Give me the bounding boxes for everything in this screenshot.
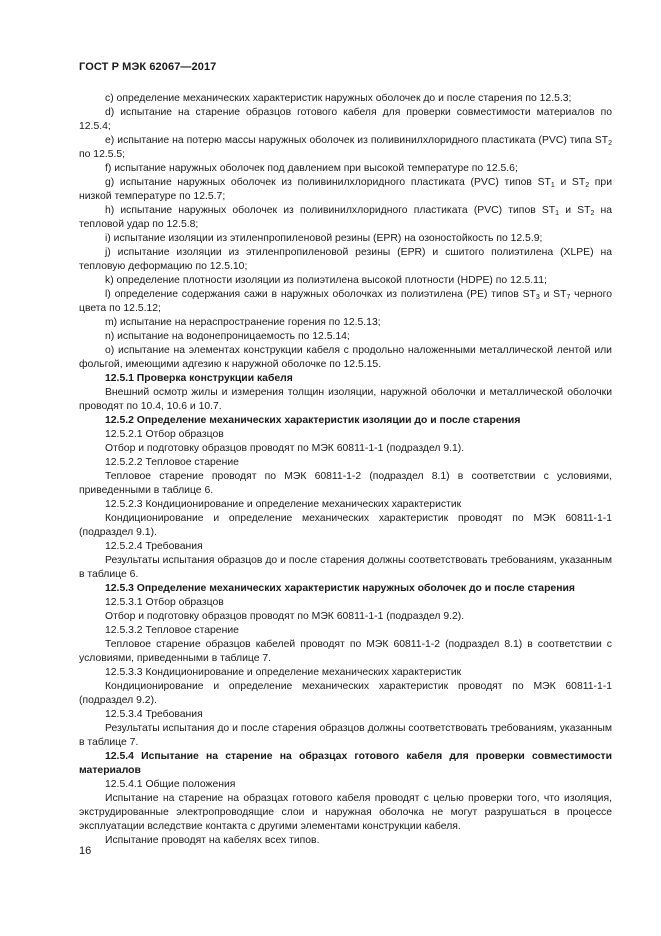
paragraph: Внешний осмотр жилы и измерения толщин изоляции, наружной оболочки и металлической оболочки проводят по 10.4, 10.6 и 10.7. xyxy=(79,387,612,412)
paragraph: Отбор и подготовку образцов проводят по МЭК 60811-1-1 (подраздел 9.1). xyxy=(105,443,465,454)
paragraph: 12.5.2.3 Кондиционирование и определение механических характеристик xyxy=(105,499,462,510)
paragraph: 12.5.3.2 Тепловое старение xyxy=(105,625,239,636)
page-header-standard-number: ГОСТ Р МЭК 62067—2017 xyxy=(79,61,217,73)
paragraph: Результаты испытания до и после старения образцов должны соответствовать требованиям, указанным в таблице 7. xyxy=(79,723,612,748)
section-heading: 12.5.4 Испытание на старение на образцах готового кабеля для проверки совместимости материалов xyxy=(79,751,612,776)
paragraph: 12.5.3.4 Требования xyxy=(105,709,203,720)
paragraph: Кондиционирование и определение механических характеристик проводят по МЭК 60811-1-1 (подраздел 9.1). xyxy=(79,513,612,538)
paragraph: d) испытание на старение образцов готового кабеля для проверки совместимости материалов по 12.5.4; xyxy=(79,107,612,132)
paragraph: Отбор и подготовку образцов проводят по МЭК 60811-1-1 (подраздел 9.2). xyxy=(105,611,465,622)
paragraph: e) испытание на потерю массы наружных оболочек из поливинилхлоридного пластиката (PVC) типа $ST_2$ по 12.5.5; xyxy=(79,135,612,160)
paragraph: o) испытание на элементах конструкции кабеля с продольно наложенными металлической лентой или фольгой, имеющими адгезию к наружной оболочке по 12.5.15. xyxy=(79,345,612,370)
paragraph: f) испытание наружных оболочек под давлением при высокой температуре по 12.5.6; xyxy=(105,163,518,174)
paragraph: Испытание на старение на образцах готового кабеля проводят с целью проверки того, что изоляция, экструдированные электропроводящие слои и наружная оболочка не могут разрушаться в процессе эксплуатации вследствие контакта с другими элементами конструкции кабеля. xyxy=(79,793,612,832)
paragraph: 12.5.2.4 Требования xyxy=(105,541,203,552)
section-heading: 12.5.1 Проверка конструкции кабеля xyxy=(105,373,293,384)
paragraph: l) определение содержания сажи в наружных оболочках из полиэтилена (PE) типов $ST_3$ и $ST_7$ черного цвета по 12.5.12; xyxy=(79,289,613,314)
paragraph: k) определение плотности изоляции из полиэтилена высокой плотности (HDPE) по 12.5.11; xyxy=(105,275,547,286)
paragraph: Испытание проводят на кабелях всех типов. xyxy=(105,835,320,846)
paragraph: 12.5.4.1 Общие положения xyxy=(105,779,236,790)
paragraph: j) испытание изоляции из этиленпропиленовой резины (EPR) и сшитого полиэтилена (XLPE) на тепловую деформацию по 12.5.10; xyxy=(79,247,612,272)
page-number: 16 xyxy=(79,845,92,857)
paragraph: 12.5.2.2 Тепловое старение xyxy=(105,457,239,468)
paragraph: h) испытание наружных оболочек из поливинилхлоридного пластиката (PVC) типов $ST_1$ и $ST_2$ на тепловой удар по 12.5.8; xyxy=(79,205,613,230)
section-heading: 12.5.3 Определение механических характеристик наружных оболочек до и после старения xyxy=(105,583,575,594)
body-text xyxy=(79,92,612,848)
paragraph: n) испытание на водонепроницаемость по 12.5.14; xyxy=(105,331,350,342)
paragraph: 12.5.3.3 Кондиционирование и определение механических характеристик xyxy=(105,667,462,678)
paragraph: Тепловое старение образцов кабелей проводят по МЭК 60811-1-2 (подраздел 8.1) в соответствии с условиями, приведенными в таблице 7. xyxy=(79,639,612,664)
paragraph: c) определение механических характеристик наружных оболочек до и после старения по 12.5.3; xyxy=(105,93,572,104)
paragraph: Тепловое старение проводят по МЭК 60811-1-2 (подраздел 8.1) в соответствии с условиями, приведенными в таблице 6. xyxy=(79,471,612,496)
paragraph: 12.5.3.1 Отбор образцов xyxy=(105,597,224,608)
paragraph: m) испытание на нераспространение горения по 12.5.13; xyxy=(105,317,381,328)
paragraph: g) испытание наружных оболочек из поливинилхлоридного пластиката (PVC) типов $ST_1$ и $ST_2$ при низкой температуре по 12.5.7; xyxy=(79,177,613,202)
section-heading: 12.5.2 Определение механических характеристик изоляции до и после старения xyxy=(105,415,521,426)
paragraph: Кондиционирование и определение механических характеристик проводят по МЭК 60811-1-1 (подраздел 9.2). xyxy=(79,681,612,706)
paragraph: Результаты испытания образцов до и после старения должны соответствовать требованиям, указанным в таблице 6. xyxy=(79,555,612,580)
paragraph: 12.5.2.1 Отбор образцов xyxy=(105,429,224,440)
paragraph: i) испытание изоляции из этиленпропиленовой резины (EPR) на озоностойкость по 12.5.9; xyxy=(105,233,543,244)
